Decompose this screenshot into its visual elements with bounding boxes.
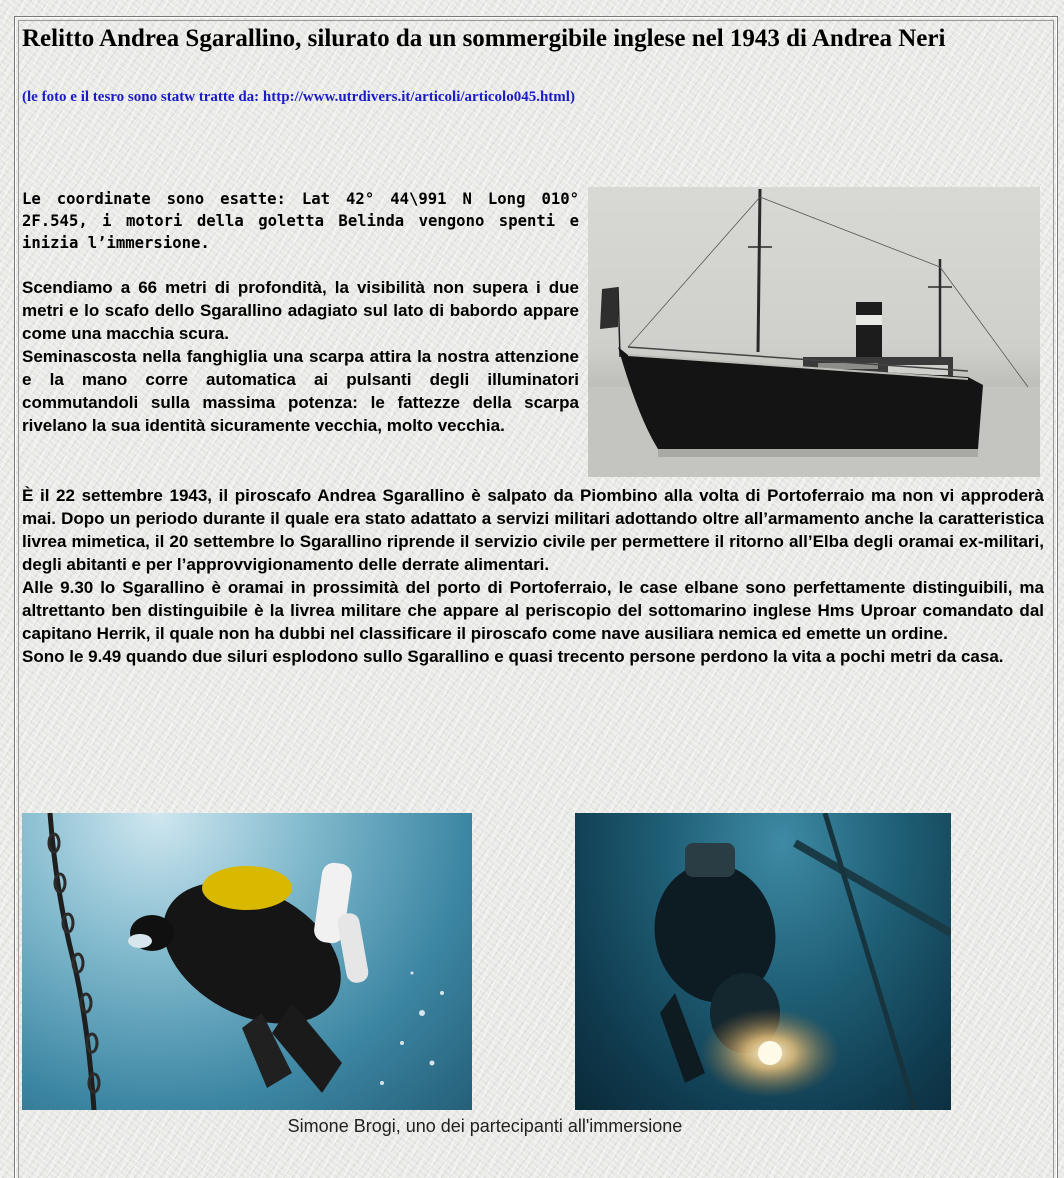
diver-torch-photo [575, 813, 951, 1110]
article-title: Relitto Andrea Sgarallino, silurato da un sommergibile inglese nel 1943 di Andrea Neri [22, 25, 946, 52]
paragraph-torpedoes: Sono le 9.49 quando due siluri esplodono sullo Sgarallino e quasi trecento persone perdono la vita a pochi metri da casa. [22, 647, 1004, 666]
photo-caption: Simone Brogi, uno dei partecipanti all'immersione [287, 1116, 683, 1136]
source-note: (le foto e il tesro sono statw tratte da: http://www.utrdivers.it/articoli/articolo045.html) [22, 89, 575, 105]
paragraph-shoe: Seminascosta nella fanghiglia una scarpa attira la nostra attenzione e la mano corre automatica ai pulsanti degli illuminatori commutandoli sulla massima potenza: le fattezze della scarpa rivelano la sua identità sicuramente vecchia, molto vecchia. [22, 347, 579, 435]
paragraph-submarine: Alle 9.30 lo Sgarallino è oramai in prossimità del porto di Portoferraio, le case elbane sono perfettamente distinguibili, ma altrettanto ben distinguibile è la livrea militare che appare al periscopio del sottomarino inglese Hms Uproar comandato dal capitano Herrik, il quale non ha dubbi nel classificare il piroscafo come nave ausiliara nemica ed emette un ordine. [22, 578, 1044, 643]
diver-illustration [22, 813, 472, 1110]
main-text [22, 484, 1044, 668]
left-column-text [22, 276, 579, 437]
ship-photo [588, 187, 1040, 477]
diver-photo [22, 813, 472, 1110]
intro-paragraph: Le coordinate sono esatte: Lat 42° 44\991 N Long 010° 2F.545, i motori della goletta Belinda vengono spenti e inizia l’immersione. [22, 190, 579, 252]
ship-illustration [588, 187, 1040, 477]
paragraph-descent: Scendiamo a 66 metri di profondità, la visibilità non supera i due metri e lo scafo dello Sgarallino adagiato sul lato di babordo appare come una macchia scura. [22, 278, 579, 343]
paragraph-history: È il 22 settembre 1943, il piroscafo Andrea Sgarallino è salpato da Piombino alla volta di Portoferraio ma non vi approderà mai. Dopo un periodo durante il quale era stato adattato a servizi militari adottando oltre all’armamento anche la caratteristica livrea mimetica, il 20 settembre lo Sgarallino riprende il servizio civile per permettere il ritorno all’Elba degli oramai ex-militari, degli abitanti e per l’approvvigionamento delle derrate alimentari. [22, 486, 1044, 574]
diver-torch-illustration [575, 813, 951, 1110]
